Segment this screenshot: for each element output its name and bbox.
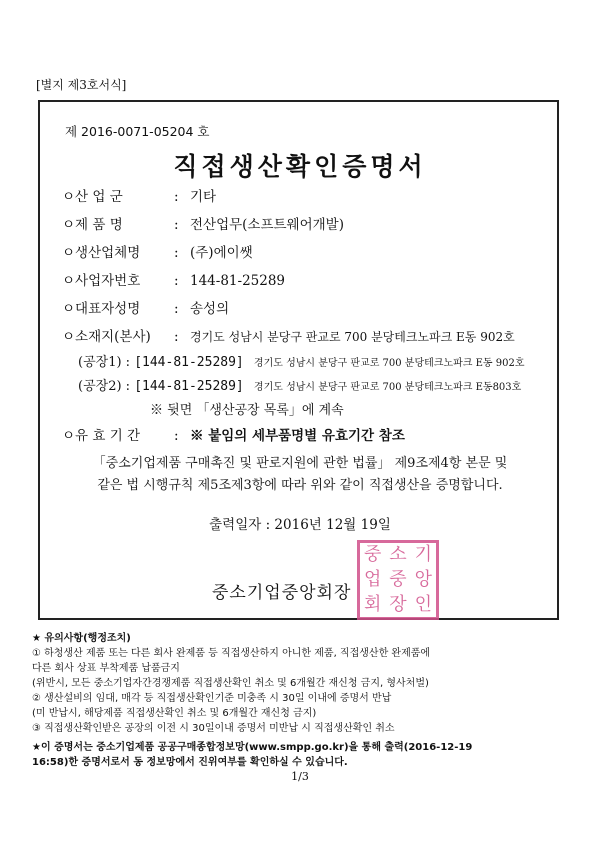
field-headquarters: ㅇ소재지(본사) : 경기도 성남시 분당구 판교로 700 분당테크노파크 E동 902호 (62, 325, 515, 345)
notes-heading: ★ 유의사항(행정조치) (32, 633, 131, 644)
note-line: 16:58)한 증명서로서 동 정보망에서 진위여부를 확인하실 수 있습니다. (32, 757, 348, 768)
body-text-line: 같은 법 시행규칙 제5조제3항에 따라 위와 같이 직접생산을 증명합니다. (97, 478, 503, 493)
field-value: 144-81-25289 (190, 273, 286, 289)
field-label: ㅇ소재지(본사) (62, 329, 151, 345)
field-value: 전산업무(소프트웨어개발) (190, 217, 344, 233)
note-line: (위반시, 모든 중소기업자간경쟁제품 직접생산확인 취소 및 6개월간 재신청 금지, 형사처벌) (32, 678, 429, 689)
factory-number: [144-81-25289] (134, 379, 244, 394)
field-label: ㅇ대표자성명 (62, 301, 141, 317)
field-validity: ㅇ유 효 기 간 : ※ 붙임의 세부품명별 유효기간 참조 (62, 424, 405, 444)
body-text-line: 「중소기업제품 구매촉진 및 판로지원에 관한 법률」 제9조제4항 본문 및 (92, 456, 508, 471)
field-company: ㅇ생산업체명 : (주)에이쌧 (62, 241, 253, 261)
field-value: ※ 붙임의 세부품명별 유효기간 참조 (190, 428, 405, 444)
issuer-name: 중소기업중앙회장 (212, 583, 352, 603)
field-label: ㅇ제 품 명 (62, 217, 123, 233)
field-label: ㅇ유 효 기 간 (62, 428, 141, 444)
factory-number: [144-81-25289] (134, 355, 244, 370)
note-line: ③ 직접생산확인받은 공장의 이전 시 30일이내 증명서 미반납 시 직접생산확인 취소 (32, 723, 395, 734)
note-line: 다른 회사 상표 부착제품 납품금지 (32, 663, 180, 674)
field-product: ㅇ제 품 명 : 전산업무(소프트웨어개발) (62, 213, 344, 233)
note-line: ② 생산설비의 임대, 매각 등 직접생산확인기준 미충족 시 30일 이내에 증명서 반납 (32, 693, 392, 704)
field-value: 경기도 성남시 분당구 판교로 700 분당테크노파크 E동 902호 (190, 330, 515, 344)
official-seal: 중 소 기 업 중 앙 회 장 인 (357, 540, 439, 620)
issue-date: 출력일자 : 2016년 12월 19일 (209, 517, 391, 533)
note-line: (미 반납시, 해당제품 직접생산확인 취소 및 6개월간 재신청 금지) (32, 708, 317, 719)
document-title: 직접생산확인증명서 (173, 152, 427, 181)
field-label: ㅇ생산업체명 (62, 245, 141, 261)
field-value: 송성의 (190, 301, 230, 317)
page-number: 1/3 (291, 770, 309, 783)
form-label: [별지 제3호서식] (36, 78, 127, 92)
factory-address: 경기도 성남시 분당구 판교로 700 분당테크노파크 E동803호 (253, 382, 522, 393)
field-value: (주)에이쌧 (190, 245, 253, 261)
factory-row: (공장1) : [144-81-25289] 경기도 성남시 분당구 판교로 700 분당테크노파크 E동 902호 (78, 355, 525, 370)
field-representative: ㅇ대표자성명 : 송성의 (62, 297, 229, 317)
factory-address: 경기도 성남시 분당구 판교로 700 분당테크노파크 E동 902호 (253, 358, 525, 369)
factory-label: (공장2) (78, 379, 122, 394)
field-label: ㅇ사업자번호 (62, 273, 141, 289)
factory-label: (공장1) (78, 355, 122, 370)
field-label: ㅇ산 업 군 (62, 189, 123, 205)
field-value: 기타 (190, 189, 217, 205)
factory-row: (공장2) : [144-81-25289] 경기도 성남시 분당구 판교로 700 분당테크노파크 E동803호 (78, 379, 522, 394)
field-industry: ㅇ산 업 군 : 기타 (62, 185, 216, 205)
certificate-number: 제 2016-0071-05204 호 (65, 124, 210, 139)
note-line: ① 하청생산 제품 또는 다른 회사 완제품 등 직접생산하지 아니한 제품, 직접생산한 완제품에 (32, 648, 431, 659)
note-line: ★이 증명서는 중소기업제품 공공구매종합정보망(www.smpp.go.kr)을 통해 출력(2016-12-19 (32, 742, 473, 753)
factory-list-notice: ※ 뒷면 「생산공장 목록」에 계속 (150, 403, 344, 418)
field-business-number: ㅇ사업자번호 : 144-81-25289 (62, 269, 285, 289)
